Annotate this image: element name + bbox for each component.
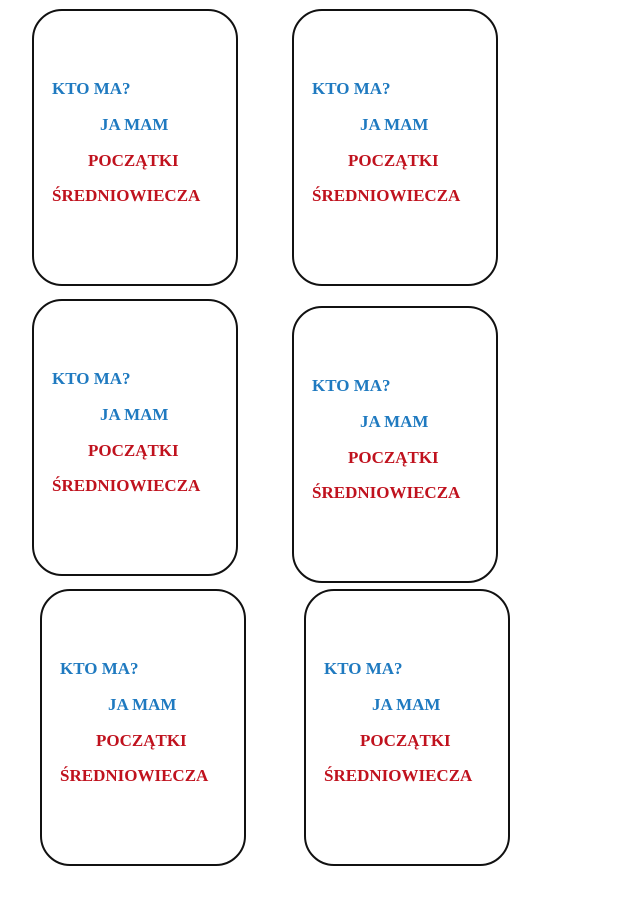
card-question: KTO MA?	[52, 79, 131, 98]
card-term-line1: POCZĄTKI	[360, 731, 451, 750]
card-term-line2: ŚREDNIOWIECZA	[324, 766, 473, 785]
card-question: KTO MA?	[324, 659, 403, 678]
card-term-line2: ŚREDNIOWIECZA	[312, 186, 461, 205]
card-term-line2: ŚREDNIOWIECZA	[52, 186, 201, 205]
card-question: KTO MA?	[312, 376, 391, 395]
card-3	[32, 299, 238, 576]
card-term-line1: POCZĄTKI	[348, 151, 439, 170]
card-term-line2: ŚREDNIOWIECZA	[312, 483, 461, 502]
card-answer: JA MAM	[360, 412, 429, 431]
card-term-line1: POCZĄTKI	[88, 441, 179, 460]
card-6	[304, 589, 510, 866]
card-question: KTO MA?	[52, 369, 131, 388]
card-answer: JA MAM	[100, 405, 169, 424]
card-question: KTO MA?	[312, 79, 391, 98]
card-term-line2: ŚREDNIOWIECZA	[60, 766, 209, 785]
card-1	[32, 9, 238, 286]
card-answer: JA MAM	[100, 115, 169, 134]
card-answer: JA MAM	[372, 695, 441, 714]
card-term-line1: POCZĄTKI	[96, 731, 187, 750]
card-term-line2: ŚREDNIOWIECZA	[52, 476, 201, 495]
card-answer: JA MAM	[108, 695, 177, 714]
card-2	[292, 9, 498, 286]
card-5	[40, 589, 246, 866]
card-question: KTO MA?	[60, 659, 139, 678]
card-answer: JA MAM	[360, 115, 429, 134]
card-term-line1: POCZĄTKI	[88, 151, 179, 170]
card-4	[292, 306, 498, 583]
card-term-line1: POCZĄTKI	[348, 448, 439, 467]
